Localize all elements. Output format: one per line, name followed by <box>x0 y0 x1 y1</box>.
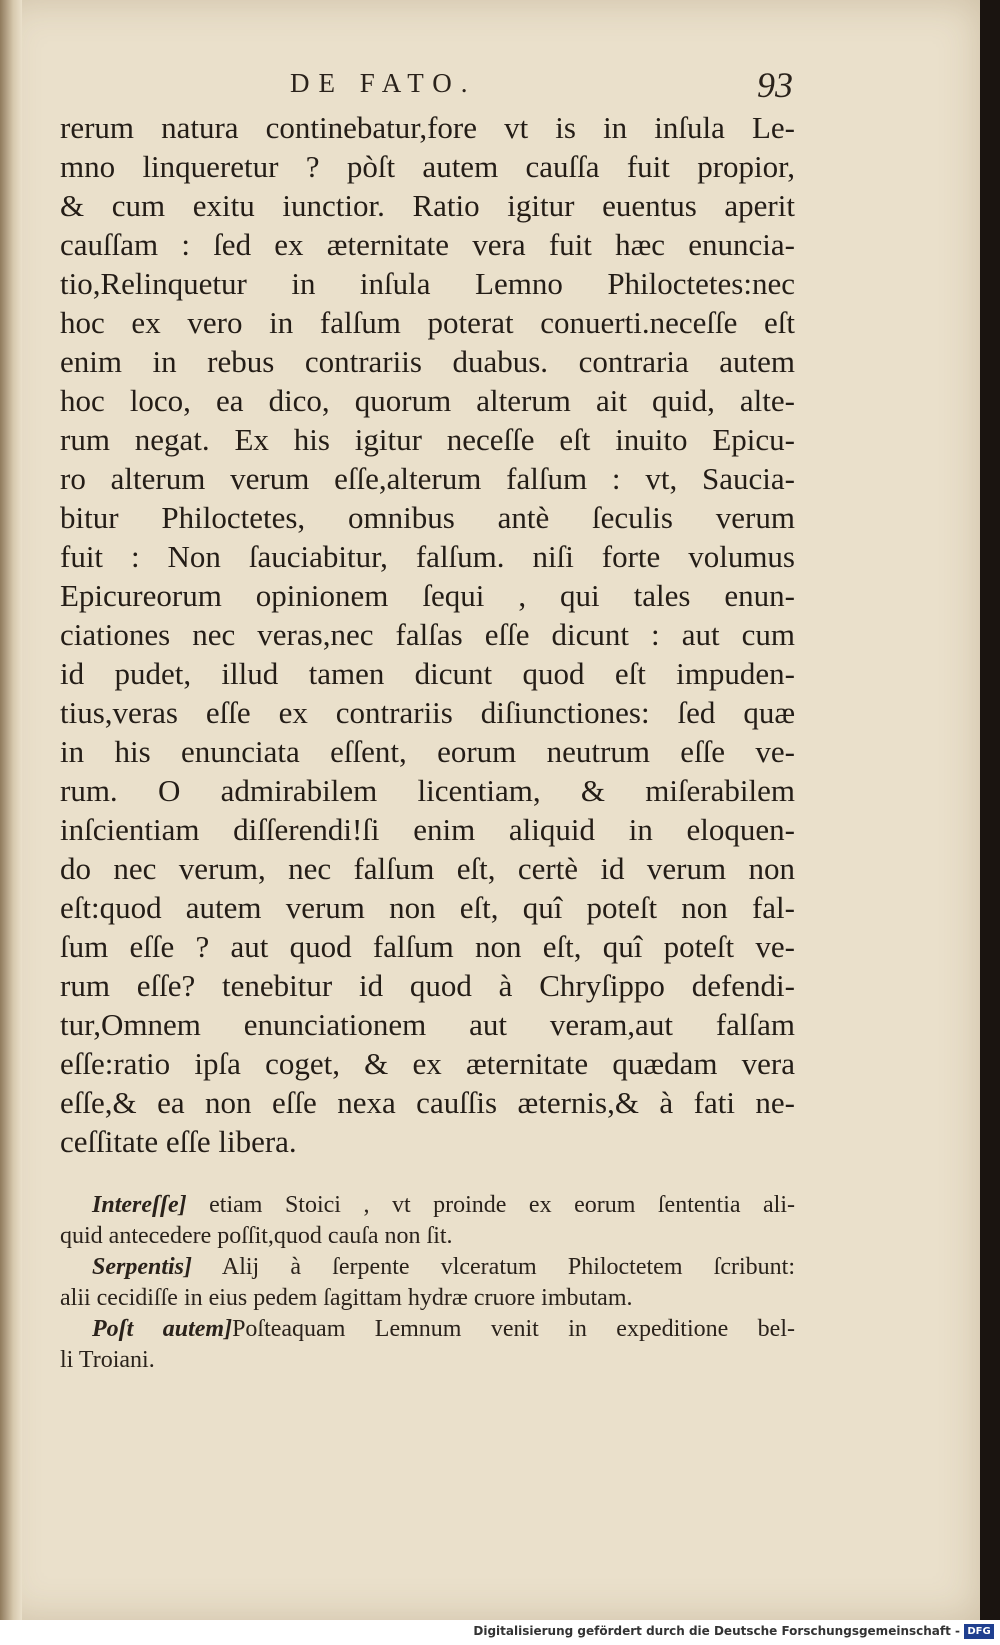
marginal-notes <box>60 1190 795 1376</box>
text-line: rerum natura continebatur,fore vt is in inſula Le- <box>60 110 795 145</box>
text-line: mno linqueretur ? pòſt autem cauſſa fuit propior, <box>60 149 795 184</box>
text-line: in his enunciata eſſent, eorum neutrum eſſe ve- <box>60 734 795 769</box>
text-line: eſſe,& ea non eſſe nexa cauſſis æternis,& à fati ne- <box>60 1085 795 1120</box>
text-line: ſum eſſe ? aut quod falſum non eſt, quî poteſt ve- <box>60 929 795 964</box>
note-line: li Troiani. <box>60 1347 155 1373</box>
page-header <box>0 64 980 114</box>
note-serpentis <box>60 1252 795 1314</box>
text-line: tius,veras eſſe ex contrariis diſiunctiones: ſed quæ <box>60 695 795 730</box>
text-line: tur,Omnem enunciationem aut veram,aut falſam <box>60 1007 795 1042</box>
note-line <box>60 1314 795 1345</box>
text-line: bitur Philoctetes, omnibus antè ſeculis verum <box>60 500 795 535</box>
dfg-logo-icon: DFG <box>964 1624 994 1639</box>
note-line: quid antecedere poſſit,quod cauſa non ſit. <box>60 1223 453 1249</box>
text-line: rum negat. Ex his igitur neceſſe eſt inuito Epicu- <box>60 422 795 457</box>
note-lemma: Poſt autem] <box>92 1316 233 1342</box>
text-line: ciationes nec veras,nec falſas eſſe dicunt : aut cum <box>60 617 795 652</box>
note-post-autem <box>60 1314 795 1376</box>
main-text <box>60 108 795 1161</box>
text-line: enim in rebus contrariis duabus. contraria autem <box>60 344 795 379</box>
text-line: do nec verum, nec falſum eſt, certè id verum non <box>60 851 795 886</box>
text-line: & cum exitu iunctior. Ratio igitur euentus aperit <box>60 188 795 223</box>
text-line: rum eſſe? tenebitur id quod à Chryſippo defendi- <box>60 968 795 1003</box>
text-line: cauſſam : ſed ex æternitate vera fuit hæc enuncia- <box>60 227 795 262</box>
running-title: DE FATO. <box>290 68 477 98</box>
page-number: 93 <box>757 65 793 105</box>
text-line: ro alterum verum eſſe,alterum falſum : vt, Saucia- <box>60 461 795 496</box>
footer-bar <box>0 1620 1000 1645</box>
text-line: tio,Relinquetur in inſula Lemno Philoctetes:nec <box>60 266 795 301</box>
note-lemma: Intereſſe] <box>92 1192 187 1218</box>
note-text: Poſteaquam Lemnum venit in expeditione bel- <box>232 1316 795 1342</box>
note-text: etiam Stoici , vt proinde ex eorum ſententia ali- <box>186 1192 795 1218</box>
text-line: id pudet, illud tamen dicunt quod eſt impuden- <box>60 656 795 691</box>
text-line: hoc ex vero in falſum poterat conuerti.neceſſe eſt <box>60 305 795 340</box>
text-line: rum. O admirabilem licentiam, & miſerabilem <box>60 773 795 808</box>
note-line <box>60 1252 795 1283</box>
note-line <box>60 1190 795 1221</box>
note-text: Alij à ſerpente vlceratum Philoctetem ſcribunt: <box>192 1254 795 1280</box>
text-line: eſt:quod autem verum non eſt, quî poteſt non fal- <box>60 890 795 925</box>
text-line: Epicureorum opinionem ſequi , qui tales enun- <box>60 578 795 613</box>
note-line: alii cecidiſſe in eius pedem ſagittam hydræ cruore imbutam. <box>60 1285 633 1311</box>
text-line: hoc loco, ea dico, quorum alterum ait quid, alte- <box>60 383 795 418</box>
page-gutter <box>0 0 22 1620</box>
funding-credit: Digitalisierung gefördert durch die Deutsche Forschungsgemeinschaft - <box>473 1624 960 1638</box>
note-lemma: Serpentis] <box>92 1254 193 1280</box>
text-line: inſcientiam diſſerendi!ſi enim aliquid in eloquen- <box>60 812 795 847</box>
text-line: ceſſitate eſſe libera. <box>60 1124 297 1159</box>
text-line: eſſe:ratio ipſa coget, & ex æternitate quædam vera <box>60 1046 795 1081</box>
note-intaresse <box>60 1190 795 1252</box>
text-line: fuit : Non ſauciabitur, falſum. niſi forte volumus <box>60 539 795 574</box>
